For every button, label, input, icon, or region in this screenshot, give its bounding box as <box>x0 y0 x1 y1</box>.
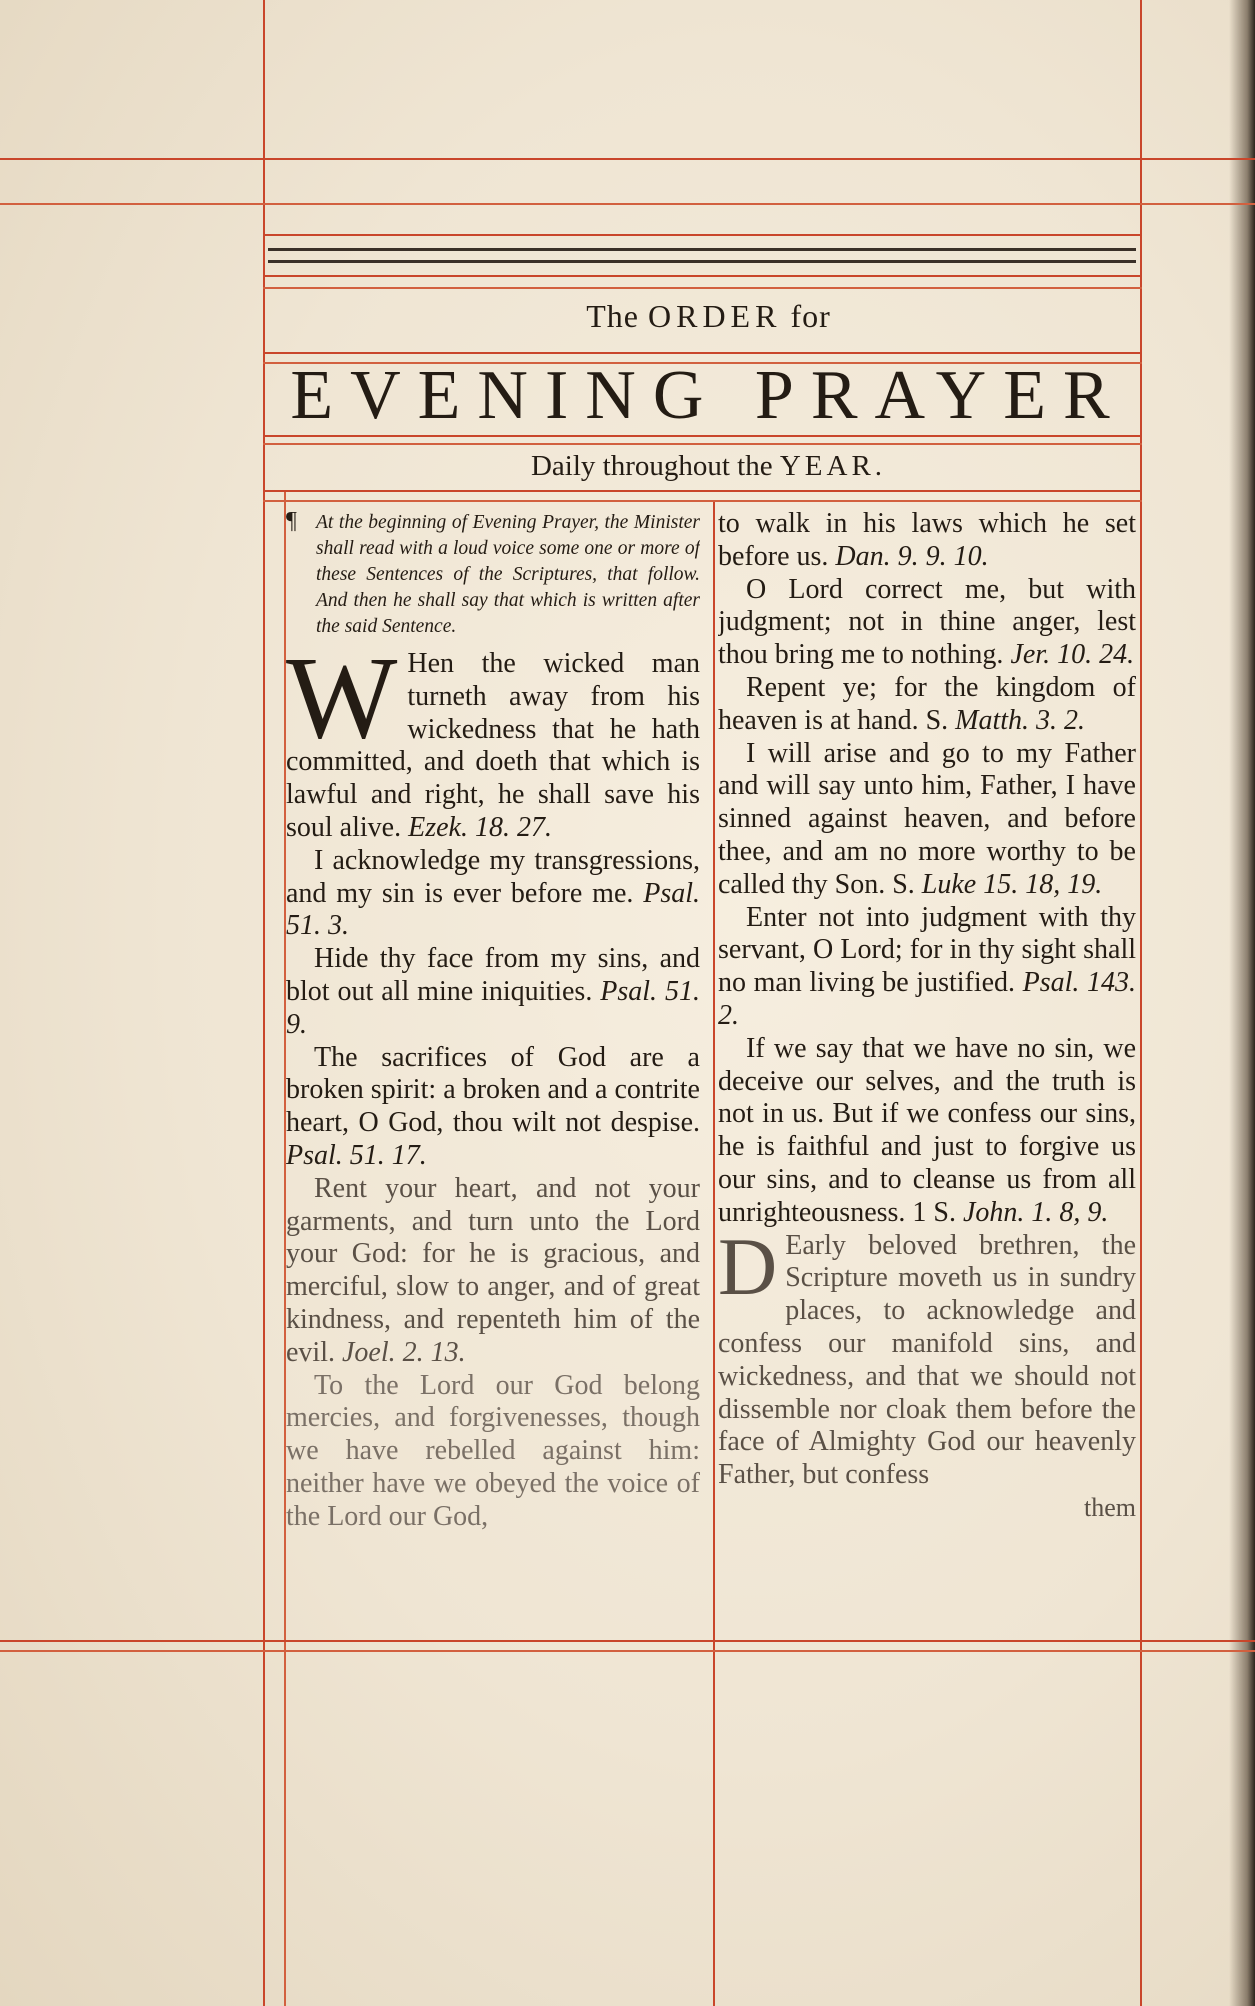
page-gutter-shadow <box>1229 0 1255 2006</box>
ornament-rule-1 <box>268 248 1136 251</box>
sentence-joel <box>286 1173 700 1370</box>
rule-head-1 <box>263 234 1142 236</box>
sentence-text: Rent your heart, and not your garments, and turn unto the Lord your God: for he is gracious, and merciful, slow to anger, and of great kindness, and repenteth him of the evil. <box>286 1172 700 1368</box>
sentence-text: I acknowledge my transgressions, and my sin is ever before me. <box>286 844 700 909</box>
citation: Jer. 10. 24. <box>1010 639 1135 671</box>
ornament-rule-2 <box>268 260 1136 263</box>
sentence-psalm-51-9 <box>286 943 700 1041</box>
sentence-psalm-143 <box>718 902 1136 1033</box>
sentence-jeremiah <box>718 574 1136 672</box>
sentence-text: The sacrifices of God are a broken spirit: a broken and a contrite heart, O God, thou wilt not despise. <box>286 1041 700 1139</box>
left-column <box>286 508 700 1638</box>
citation: John. 1. 8, 9. <box>963 1196 1109 1228</box>
subtitle <box>276 446 1141 486</box>
rule-head-2 <box>263 275 1142 277</box>
sentence-ezekiel <box>286 632 700 845</box>
sentence-matthew <box>718 672 1136 738</box>
sentence-john <box>718 1033 1136 1230</box>
sentence-luke <box>718 738 1136 902</box>
citation: Ezek. 18. 27. <box>408 811 552 843</box>
rubric <box>286 508 700 640</box>
sentence-text: Hen the wicked man turneth away from his wickedness that he hath committed, and doeth that which is lawful and right, he shall save his soul alive. <box>286 648 700 843</box>
citation: Psal. 51. 3. <box>286 877 700 942</box>
sentence-text: To the Lord our God belong mercies, and forgivenesses, though we have rebelled against him: neither have we obeyed the voice of the Lord our God, <box>286 1369 700 1532</box>
citation: Matth. 3. 2. <box>955 704 1086 736</box>
citation: Psal. 51. 9. <box>286 975 700 1040</box>
citation: Joel. 2. 13. <box>342 1336 466 1368</box>
catchword: them <box>1084 1492 1136 1522</box>
citation: Luke 15. 18, 19. <box>921 868 1103 900</box>
rule-sub-bottom <box>263 490 1142 492</box>
sentence-daniel-end <box>718 508 1136 574</box>
citation: Dan. 9. 9. 10. <box>835 540 989 572</box>
exhortation-text: Early beloved brethren, the Scripture moveth us in sundry places, to acknowledge and confess our manifold sins, and wickedness, and that we should not dissemble nor cloak them before the face of Almighty God our heavenly Father, but confess <box>718 1229 1136 1491</box>
citation: Psal. 143. 2. <box>718 967 1136 1031</box>
order-word: ORDER <box>647 298 782 334</box>
pilcrow-icon: ¶ <box>286 508 297 534</box>
sentence-psalm-51-17 <box>286 1042 700 1173</box>
sentence-text: I will arise and go to my Father and will say unto him, Father, I have sinned against heaven, and before thee, and am no more worthy to be called thy Son. S. <box>718 737 1136 900</box>
sentence-daniel-start <box>286 1370 700 1534</box>
rule-top-1 <box>0 158 1255 160</box>
sentence-text: If we say that we have no sin, we deceive our selves, and the truth is not in us. But if we confess our sins, he is faithful and just to forgive us our sins, and to cleanse us from all unrighteousness. 1 S. <box>718 1032 1136 1228</box>
dropcap: W <box>286 632 398 763</box>
rubric-text: At the beginning of Evening Prayer, the Minister shall read with a loud voice some one or more of these Sentences of the Scriptures, that follow. And then he shall say that which is written after the said Sentence. <box>316 512 700 637</box>
rule-title-top <box>263 352 1142 354</box>
subtitle-word: YEAR. <box>779 450 887 482</box>
rule-bottom <box>0 1640 1255 1642</box>
rule-top-2 <box>0 203 1255 205</box>
sentence-text: Repent ye; for the kingdom of heaven is at hand. S. <box>718 671 1136 736</box>
rule-head-3 <box>263 287 1142 289</box>
rule-bottom-2 <box>0 1650 1255 1652</box>
citation: Psal. 51. 17. <box>286 1139 427 1171</box>
rule-sub-top <box>263 443 1142 445</box>
margin-rule-center <box>713 500 715 2006</box>
sentence-text: Hide thy face from my sins, and blot out all mine iniquities. <box>286 943 700 1007</box>
order-suffix: for <box>790 298 831 334</box>
order-heading <box>276 298 1141 340</box>
sentence-text: Enter not into judgment with thy servant, O Lord; for in thy sight shall no man living be justified. <box>718 901 1136 999</box>
order-prefix: The <box>586 298 639 334</box>
right-column <box>718 508 1136 1638</box>
sentence-psalm-51-3 <box>286 845 700 943</box>
subtitle-prefix: Daily throughout the <box>530 450 773 482</box>
dropcap: D <box>718 1220 778 1312</box>
sentence-text: O Lord correct me, but with judgment; not in thine anger, lest thou bring me to nothing. <box>718 573 1136 671</box>
exhortation <box>718 1220 1136 1492</box>
page-title: EVENING PRAYER <box>290 357 1127 434</box>
margin-rule-left-outer <box>263 0 265 2006</box>
sentence-text: to walk in his laws which he set before us. <box>718 508 1136 572</box>
rule-sub-bottom-2 <box>263 500 1142 502</box>
